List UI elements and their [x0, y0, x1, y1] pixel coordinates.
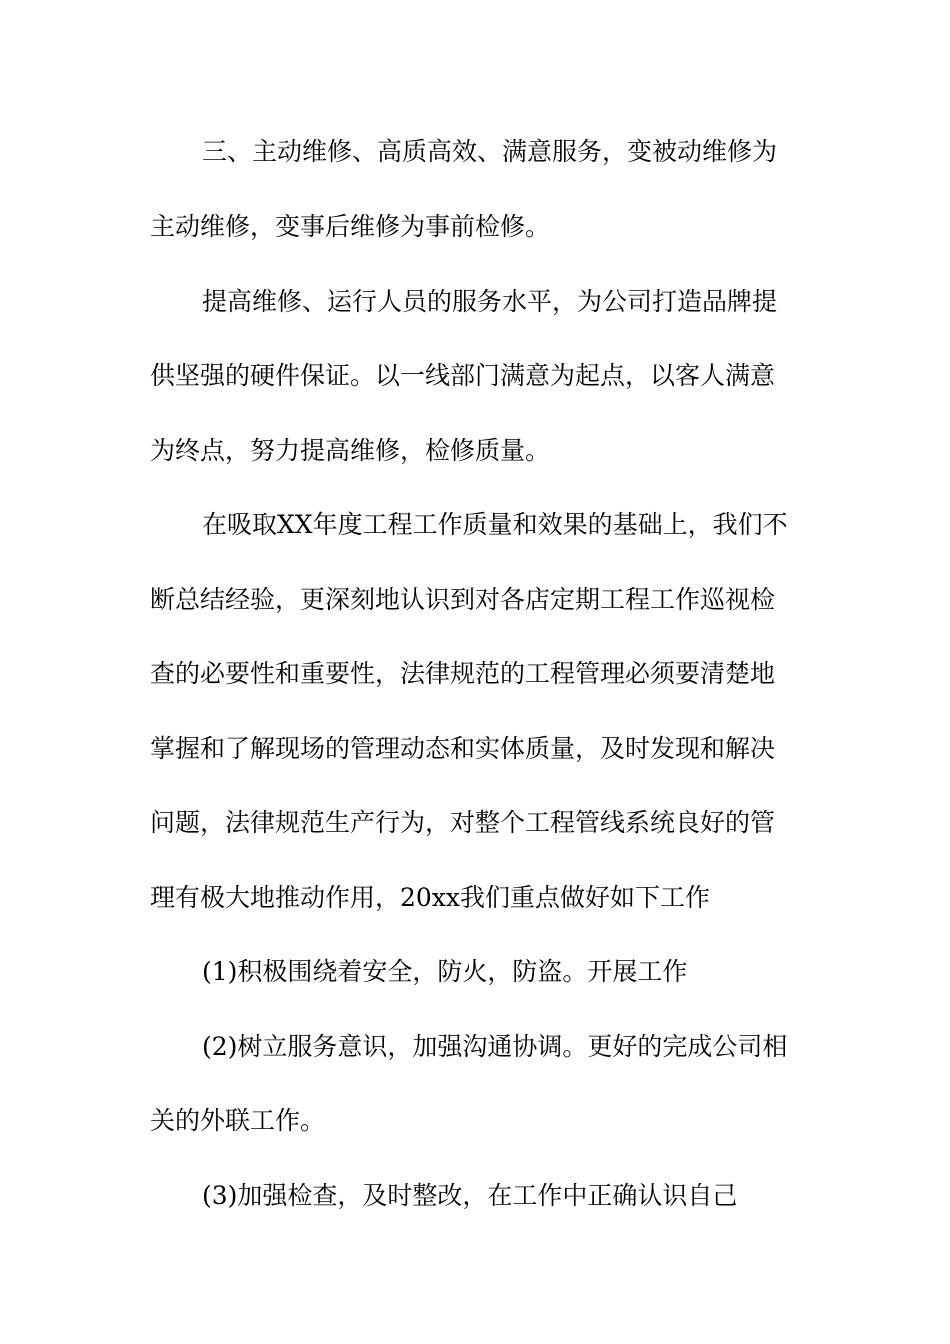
paragraph-3-line-2: 断总结经验，更深刻地认识到对各店定期工程工作巡视检	[150, 585, 776, 614]
paragraph-3-line-6: 理有极大地推动作用，20xx我们重点做好如下工作	[150, 883, 711, 912]
paragraph-2-line-3: 为终点，努力提高维修，检修质量。	[150, 436, 551, 465]
paragraph-3-line-1: 在吸取XX年度工程工作质量和效果的基础上，我们不	[202, 510, 788, 539]
paragraph-1-line-2: 主动维修，变事后维修为事前检修。	[150, 212, 551, 241]
list-item-2-line-2: 关的外联工作。	[150, 1106, 326, 1135]
list-item-2-line-1: (2)树立服务意识，加强沟通协调。更好的完成公司相	[202, 1032, 788, 1061]
paragraph-2-line-2: 供坚强的硬件保证。以一线部门满意为起点，以客人满意	[150, 361, 776, 390]
list-item-3: (3)加强检查，及时整改，在工作中正确认识自己	[202, 1181, 738, 1210]
list-item-1: (1)积极围绕着安全，防火，防盗。开展工作	[202, 957, 688, 986]
paragraph-2-line-1: 提高维修、运行人员的服务水平，为公司打造品牌提	[202, 287, 778, 316]
paragraph-3-line-5: 问题，法律规范生产行为，对整个工程管线系统良好的管	[150, 808, 776, 837]
paragraph-1-line-1: 三、主动维修、高质高效、满意服务，变被动维修为	[202, 137, 778, 166]
paragraph-3-line-4: 掌握和了解现场的管理动态和实体质量，及时发现和解决	[150, 734, 776, 763]
paragraph-3-line-3: 查的必要性和重要性，法律规范的工程管理必须要清楚地	[150, 659, 776, 688]
